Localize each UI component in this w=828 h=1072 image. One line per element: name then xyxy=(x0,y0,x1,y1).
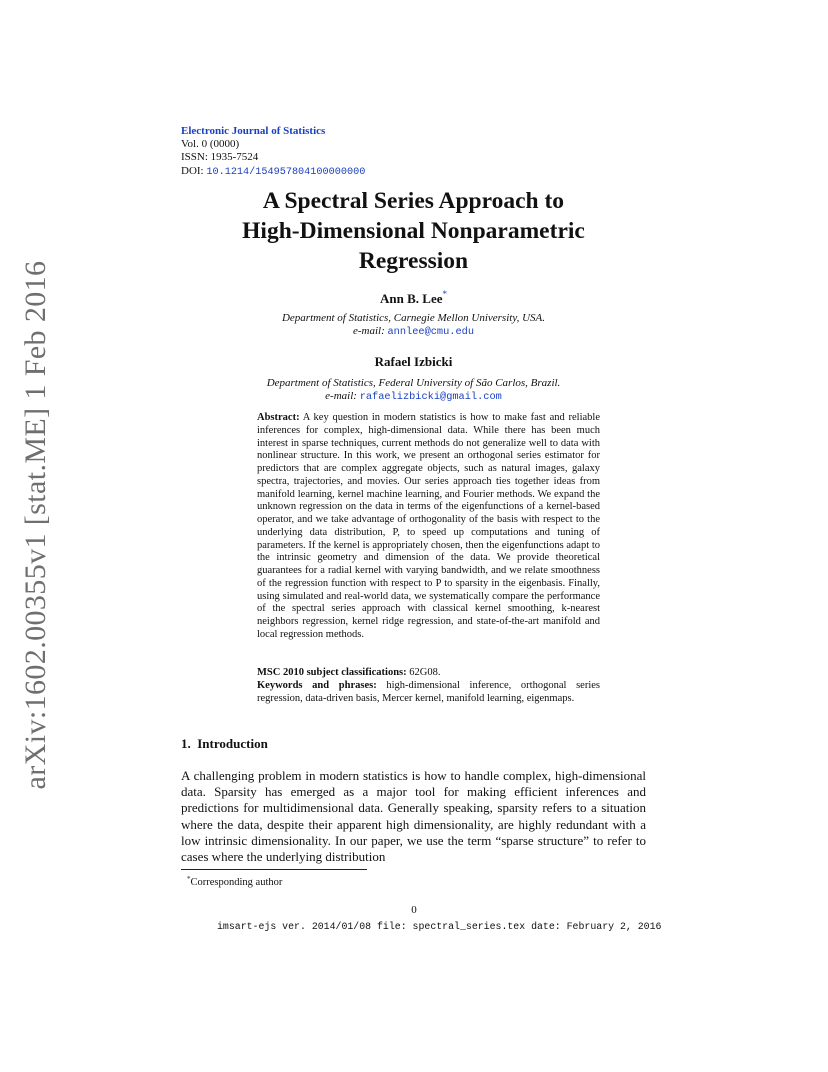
journal-header xyxy=(181,125,365,179)
email-link[interactable]: rafaelizbicki@gmail.com xyxy=(359,391,502,403)
journal-volume: Vol. 0 (0000) xyxy=(181,138,240,151)
arxiv-identifier: arXiv:1602.00355v1 [stat.ME] 1 Feb 2016 xyxy=(19,260,52,790)
abstract xyxy=(257,412,600,642)
author-email xyxy=(181,325,646,339)
author-name: Rafael Izbicki xyxy=(374,354,453,369)
footnote-divider xyxy=(181,869,367,870)
page-footer: imsart-ejs ver. 2014/01/08 file: spectral_series.tex date: February 2, 2016 xyxy=(217,921,662,932)
abstract-label: Abstract: xyxy=(257,412,300,423)
section-title: Introduction xyxy=(197,736,268,751)
abstract-text: A key question in modern statistics is how to make fast and reliable inferences for complex, high-dimensional data. While there has been much interest in sparse techniques, current methods do not generalize well to data with nonlinear structure. In this work, we present an orthogonal series estimator for predictors that are complex aggregate objects, such as natural images, galaxy spectra, trajectories, and movies. Our series approach ties together ideas from manifold learning, kernel machine learning, and Fourier methods. We expand the unknown regression on the data in terms of the eigenfunctions of a kernel-based operator, and we take advantage of orthogonality of the basis with respect to the underlying data distribution, P, to speed up computations and tuning of parameters. If the kernel is appropriately chosen, then the eigenfunctions adapt to the intrinsic geometry and dimension of the data. We provide theoretical guarantees for a radial kernel with varying bandwidth, and we relate smoothness of the regression function with respect to P to sparsity in the eigenbasis. Finally, using simulated and real-world data, we systematically compare the performance of the spectral series approach with classical kernel smoothing, k-nearest neighbors regression, kernel ridge regression, and state-of-the-art manifold and local regression methods. xyxy=(257,412,600,640)
doi-label: DOI: xyxy=(181,164,204,177)
keywords xyxy=(257,680,600,706)
footnote xyxy=(187,875,282,888)
classification-block xyxy=(257,667,600,705)
section-heading xyxy=(181,736,268,752)
doi-link[interactable]: 10.1214/154957804100000000 xyxy=(206,166,366,178)
paper-title xyxy=(181,186,646,276)
title-line: High-Dimensional Nonparametric xyxy=(242,218,585,244)
msc-label: MSC 2010 subject classifications: xyxy=(257,667,407,678)
author-name-text: Ann B. Lee xyxy=(380,291,443,306)
email-label: e-mail: xyxy=(352,325,385,337)
keywords-label: Keywords and phrases: xyxy=(257,679,377,691)
msc-value: 62G08. xyxy=(409,667,441,678)
arxiv-stamp xyxy=(0,0,72,1072)
footnote-marker-link[interactable]: * xyxy=(442,289,447,299)
msc-classification xyxy=(257,667,600,680)
section-number: 1. xyxy=(181,736,191,751)
affiliation-text: Department of Statistics, Carnegie Mellon University, USA. xyxy=(281,312,546,324)
footnote-text: Corresponding author xyxy=(190,877,283,888)
intro-paragraph: A challenging problem in modern statistics is how to handle complex, high-dimensional data. Sparsity has emerged as a major tool for making efficient inferences and predictions for multidimensional data. Generally speaking, sparsity refers to a situation where the data, despite their apparent high dimensionality, are highly redundant with a low intrinsic dimensionality. In our paper, we use the term “sparse structure” to refer to cases where the underlying distribution xyxy=(181,768,646,865)
email-label: e-mail: xyxy=(325,390,357,402)
author-email xyxy=(181,390,646,404)
keywords-value: high-dimensional inference, orthogonal series regression, data-driven basis, Mercer kernel, manifold learning, eigenmaps. xyxy=(257,679,600,704)
journal-name-link[interactable]: Electronic Journal of Statistics xyxy=(181,125,326,137)
author-name xyxy=(181,289,646,307)
journal-doi xyxy=(181,165,365,179)
email-link[interactable]: annlee@cmu.edu xyxy=(387,326,475,338)
page-number: 0 xyxy=(411,904,417,916)
footnote-marker: * xyxy=(187,875,191,883)
journal-issn: ISSN: 1935-7524 xyxy=(181,151,259,164)
affiliation-text: Department of Statistics, Federal University of São Carlos, Brazil. xyxy=(266,377,561,389)
title-line: Regression xyxy=(358,248,469,274)
author-affiliation xyxy=(181,377,646,404)
author-affiliation xyxy=(181,312,646,339)
title-line: A Spectral Series Approach to xyxy=(262,188,565,214)
